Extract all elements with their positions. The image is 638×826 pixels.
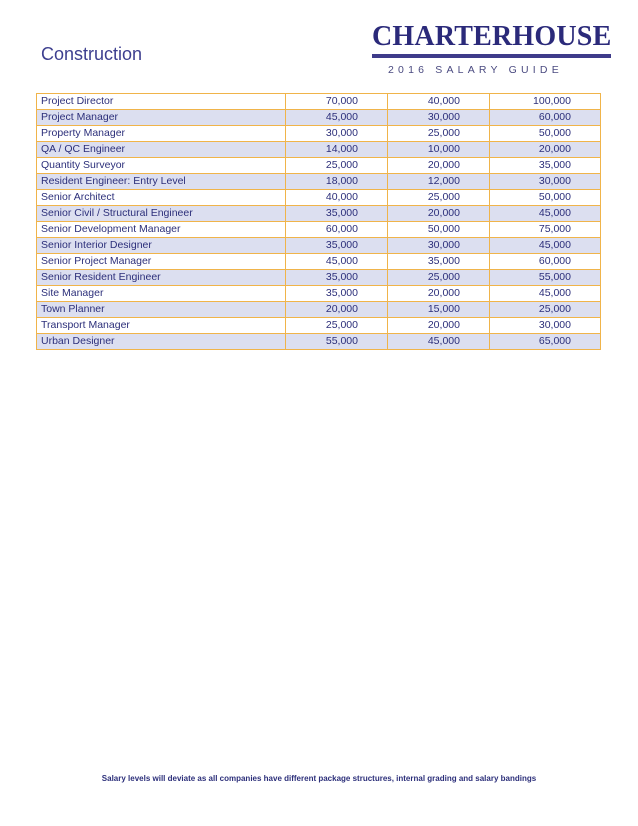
footer-note: Salary levels will deviate as all companies have different package structures, internal grading and salary bandings [101,774,537,783]
salary-cell: 30,000 [387,238,489,254]
table-row [37,238,601,254]
job-title-cell: Senior Architect [37,190,286,206]
salary-guide-subtitle: 2016 SALARY GUIDE [388,64,563,76]
salary-cell: 30,000 [286,126,388,142]
salary-cell: 15,000 [387,302,489,318]
salary-cell: 45,000 [286,110,388,126]
salary-cell: 50,000 [489,190,600,206]
salary-cell: 25,000 [286,318,388,334]
job-title-cell: Property Manager [37,126,286,142]
salary-cell: 70,000 [286,94,388,110]
table-row [37,142,601,158]
job-title-cell: Senior Development Manager [37,222,286,238]
table-row [37,222,601,238]
salary-cell: 60,000 [489,254,600,270]
job-title-cell: QA / QC Engineer [37,142,286,158]
table-row [37,254,601,270]
salary-cell: 45,000 [489,206,600,222]
salary-cell: 10,000 [387,142,489,158]
salary-cell: 25,000 [387,190,489,206]
salary-cell: 35,000 [286,270,388,286]
table-row [37,110,601,126]
salary-cell: 50,000 [489,126,600,142]
salary-cell: 25,000 [387,270,489,286]
salary-cell: 45,000 [387,334,489,350]
salary-cell: 25,000 [387,126,489,142]
salary-cell: 20,000 [387,318,489,334]
table-row [37,270,601,286]
table-row [37,158,601,174]
job-title-cell: Urban Designer [37,334,286,350]
job-title-cell: Senior Resident Engineer [37,270,286,286]
salary-cell: 30,000 [489,318,600,334]
brand-logo: CHARTERHOUSE [372,22,611,58]
salary-cell: 35,000 [286,206,388,222]
salary-cell: 18,000 [286,174,388,190]
salary-cell: 45,000 [489,286,600,302]
table-row [37,94,601,110]
job-title-cell: Transport Manager [37,318,286,334]
salary-cell: 45,000 [286,254,388,270]
salary-cell: 35,000 [489,158,600,174]
job-title-cell: Site Manager [37,286,286,302]
salary-cell: 20,000 [387,158,489,174]
salary-cell: 35,000 [286,238,388,254]
job-title-cell: Senior Project Manager [37,254,286,270]
salary-cell: 35,000 [387,254,489,270]
salary-cell: 25,000 [286,158,388,174]
salary-cell: 30,000 [489,174,600,190]
salary-cell: 20,000 [387,206,489,222]
table-row [37,126,601,142]
salary-cell: 20,000 [489,142,600,158]
salary-cell: 60,000 [286,222,388,238]
salary-cell: 20,000 [387,286,489,302]
salary-cell: 20,000 [286,302,388,318]
salary-cell: 65,000 [489,334,600,350]
table-row [37,206,601,222]
job-title-cell: Quantity Surveyor [37,158,286,174]
salary-cell: 40,000 [387,94,489,110]
job-title-cell: Senior Interior Designer [37,238,286,254]
salary-table-body [37,94,601,350]
salary-cell: 75,000 [489,222,600,238]
job-title-cell: Resident Engineer: Entry Level [37,174,286,190]
salary-cell: 55,000 [489,270,600,286]
job-title-cell: Project Manager [37,110,286,126]
table-row [37,286,601,302]
table-row [37,334,601,350]
salary-cell: 50,000 [387,222,489,238]
salary-cell: 60,000 [489,110,600,126]
job-title-cell: Senior Civil / Structural Engineer [37,206,286,222]
salary-cell: 45,000 [489,238,600,254]
table-row [37,190,601,206]
salary-cell: 30,000 [387,110,489,126]
table-row [37,318,601,334]
job-title-cell: Town Planner [37,302,286,318]
salary-cell: 25,000 [489,302,600,318]
section-title: Construction [41,44,143,64]
salary-table [36,93,601,350]
table-row [37,302,601,318]
salary-cell: 14,000 [286,142,388,158]
salary-cell: 55,000 [286,334,388,350]
salary-cell: 40,000 [286,190,388,206]
salary-cell: 100,000 [489,94,600,110]
job-title-cell: Project Director [37,94,286,110]
table-row [37,174,601,190]
salary-cell: 12,000 [387,174,489,190]
salary-cell: 35,000 [286,286,388,302]
